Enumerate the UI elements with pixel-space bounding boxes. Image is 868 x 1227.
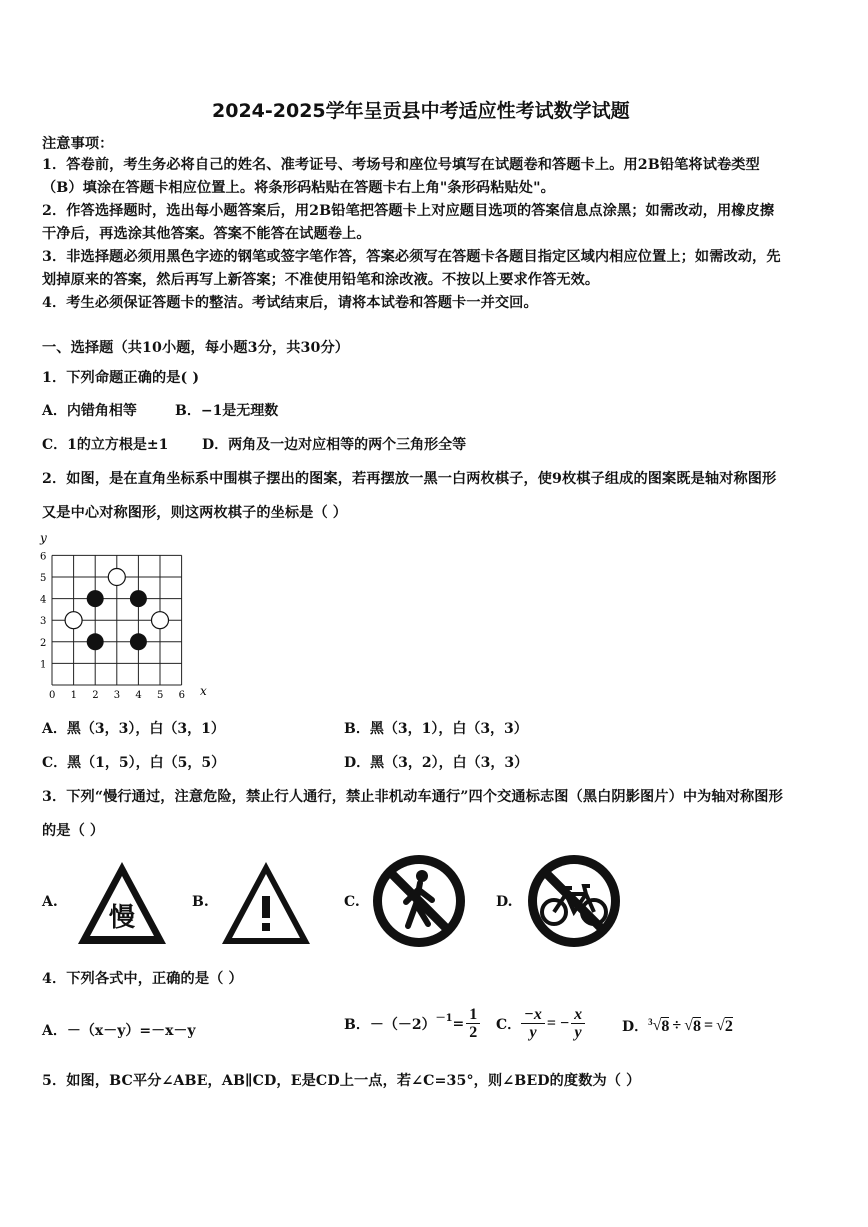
- q4-d-radicand-a: 8: [661, 1017, 670, 1035]
- q4-c-left-den: y: [529, 1024, 537, 1041]
- q4-option-d: [622, 1016, 733, 1036]
- q4-b-equals: =: [452, 1015, 465, 1032]
- q2-option-a: A．黑（3，3），白（3，1）: [42, 721, 225, 737]
- black-stone: [87, 590, 104, 607]
- q4-c-right-num: x: [571, 1006, 585, 1024]
- q1-option-d: D．两角及一边对应相等的两个三角形全等: [202, 437, 467, 453]
- stone-grid-figure: [36, 530, 216, 702]
- black-stone: [130, 633, 147, 650]
- q4-b-fraction: [466, 1006, 480, 1041]
- q3-label-a: A.: [42, 894, 58, 910]
- slow-sign-text: 慢: [108, 903, 136, 933]
- question-5-stem: 5．如图，BC平分∠ABE，AB∥CD，E是CD上一点，若∠C=35°，则∠BED的度数为（ ）: [42, 1073, 641, 1089]
- notes-line: 3．非选择题必须用黑色字迹的钢笔或签字笔作答，答案必须写在答题卡各题目指定区域内相应位置上；如需改动，先: [42, 249, 781, 265]
- q4-d-radicand-b: 8: [692, 1017, 701, 1035]
- radical-sign-icon: √: [652, 1017, 662, 1034]
- q3-label-b: B.: [192, 894, 209, 910]
- question-3-stem: 3．下列“慢行通过，注意危险，禁止行人通行，禁止非机动车通行”四个交通标志图（黑白阴影图片）中为轴对称图形: [42, 789, 783, 805]
- no-bicycle-sign-icon: [524, 852, 624, 950]
- y-tick-label: 4: [40, 594, 47, 606]
- q4-option-c: [496, 1006, 585, 1041]
- q4-b-exponent: －1: [435, 1013, 453, 1024]
- q1-option-c: C．1的立方根是±1: [42, 437, 169, 453]
- page-title: 2024-2025学年呈贡县中考适应性考试数学试题: [212, 100, 630, 122]
- q4-c-left-num: −x: [521, 1006, 545, 1024]
- x-tick-label: 2: [92, 690, 99, 701]
- white-stone: [152, 612, 169, 629]
- white-stone: [65, 612, 82, 629]
- black-stone: [87, 633, 104, 650]
- q4-c-prefix: C．: [496, 1016, 522, 1033]
- question-2-stem: 又是中心对称图形，则这两枚棋子的坐标是（ ）: [42, 505, 348, 521]
- q4-c-right-den: y: [574, 1024, 582, 1041]
- q4-c-equals: = −: [546, 1014, 570, 1032]
- q2-option-c: C．黑（1，5），白（5，5）: [42, 755, 226, 771]
- y-tick-label: 2: [40, 637, 47, 649]
- q4-c-right-fraction: [571, 1006, 585, 1041]
- question-2-stem: 2．如图，是在直角坐标系中围棋子摆出的图案，若再摆放一黑一白两枚棋子，使9枚棋子组成的图案既是轴对称图形: [42, 471, 777, 487]
- axis-label-y: y: [40, 531, 47, 545]
- q2-option-d: D．黑（3，2），白（3，3）: [344, 755, 529, 771]
- q3-label-c: C.: [344, 894, 360, 910]
- q1-option-a: A．内错角相等: [42, 403, 137, 419]
- q4-b-numerator: 1: [466, 1006, 480, 1024]
- q1-option-b: B．−1是无理数: [175, 403, 279, 419]
- notes-line: 4．考生必须保证答题卡的整洁。考试结束后，请将本试卷和答题卡一并交回。: [42, 295, 538, 311]
- q4-option-b: [344, 1006, 480, 1041]
- y-tick-label: 1: [40, 659, 47, 671]
- y-tick-label: 5: [40, 573, 47, 584]
- x-tick-label: 0: [49, 690, 56, 701]
- q4-d-expression: [648, 1017, 733, 1036]
- notes-line: （B）填涂在答题卡相应位置上。将条形码粘贴在答题卡右上角"条形码粘贴处"。: [42, 180, 555, 196]
- y-tick-label: 3: [40, 616, 47, 628]
- white-stone: [108, 569, 125, 586]
- question-1-stem: 1．下列命题正确的是( ): [42, 370, 200, 386]
- question-4-stem: 4．下列各式中，正确的是（ ）: [42, 971, 243, 987]
- notes-heading: 注意事项：: [42, 136, 114, 152]
- axis-label-x: x: [200, 684, 207, 698]
- q4-b-denominator: 2: [469, 1024, 478, 1041]
- notes-line: 干净后，再选涂其他答案。答案不能答在试题卷上。: [42, 226, 371, 242]
- x-tick-label: 4: [135, 690, 142, 701]
- x-tick-label: 3: [113, 690, 121, 701]
- black-stone: [130, 590, 147, 607]
- q4-b-prefix: B．－（－2）: [344, 1016, 436, 1033]
- q4-d-equals: =: [703, 1017, 714, 1034]
- x-tick-label: 5: [157, 690, 164, 701]
- slow-sign-icon: [74, 858, 170, 948]
- q4-option-a: A．－（x－y）=－x－y: [42, 1023, 196, 1039]
- y-tick-label: 6: [40, 551, 47, 563]
- radical-sign-icon: √: [684, 1017, 693, 1034]
- section-heading: 一、选择题（共10小题，每小题3分，共30分）: [42, 340, 350, 356]
- question-3-stem: 的是（ ）: [42, 823, 105, 839]
- q2-option-b: B．黑（3，1），白（3，3）: [344, 721, 528, 737]
- q4-d-div: ÷: [672, 1017, 682, 1034]
- warning-sign-icon: [218, 858, 314, 948]
- x-tick-label: 1: [70, 690, 77, 701]
- q3-label-d: D.: [496, 894, 513, 910]
- radical-sign-icon: √: [716, 1017, 725, 1034]
- q4-d-radicand-c: 2: [724, 1017, 733, 1035]
- notes-line: 划掉原来的答案，然后再写上新答案；不准使用铅笔和涂改液。不按以上要求作答无效。: [42, 272, 600, 288]
- q4-c-left-fraction: [521, 1006, 545, 1041]
- notes-line: 1．答卷前，考生务必将自己的姓名、准考证号、考场号和座位号填写在试题卷和答题卡上。用2B铅笔将试卷类型: [42, 157, 760, 173]
- no-pedestrian-sign-icon: [370, 852, 468, 950]
- q4-d-prefix: D．: [622, 1019, 649, 1035]
- q4-d-root-index: 3: [648, 1017, 653, 1027]
- x-tick-label: 6: [178, 690, 185, 701]
- notes-line: 2．作答选择题时，选出每小题答案后，用2B铅笔把答题卡上对应题目选项的答案信息点涂黑；如需改动，用橡皮擦: [42, 203, 775, 219]
